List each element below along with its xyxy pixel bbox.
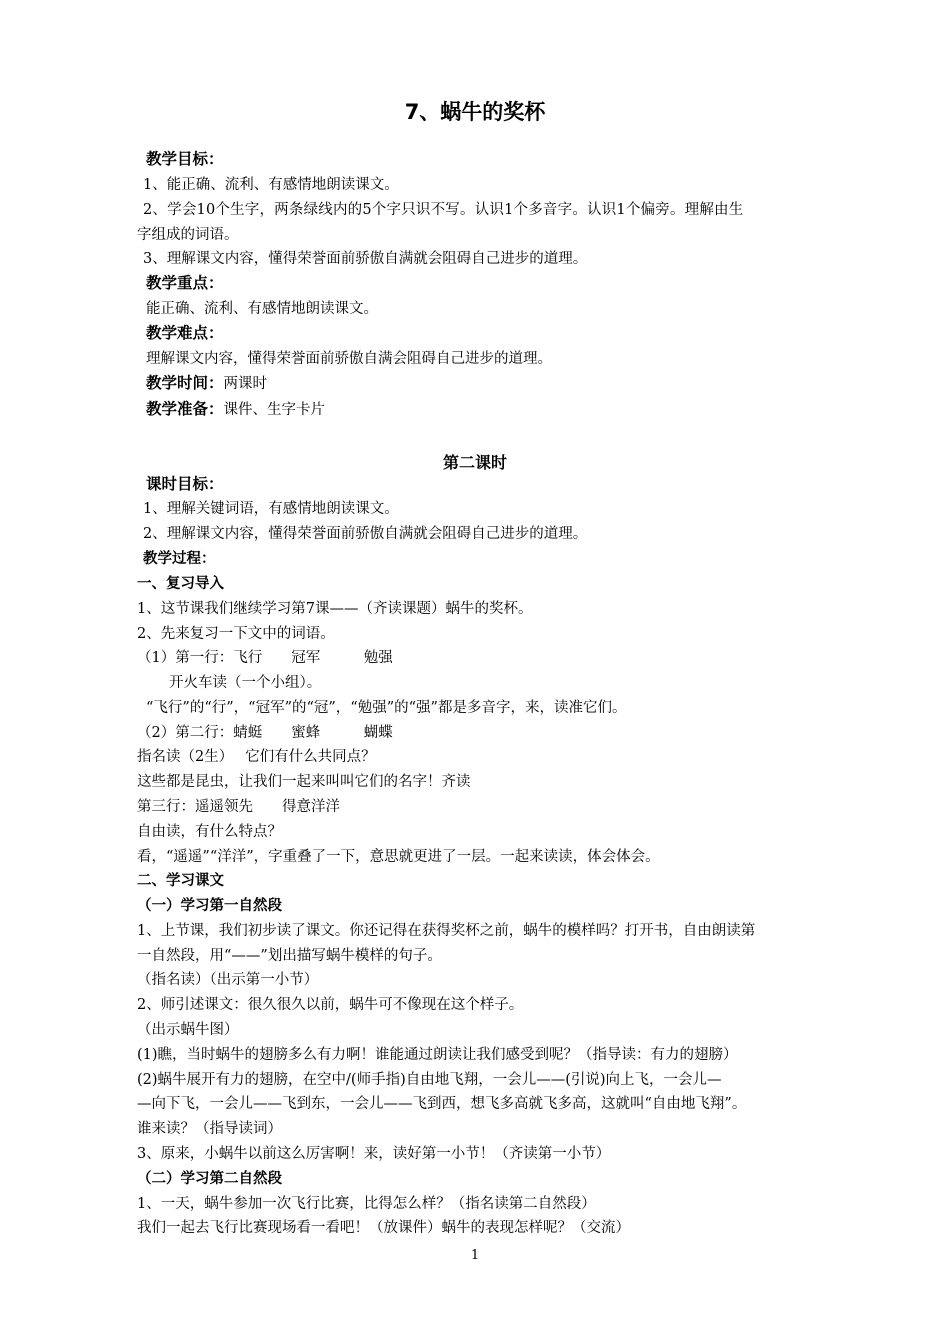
text-line: 3、理解课文内容，懂得荣誉面前骄傲自满就会阻碍自己进步的道理。	[143, 251, 588, 267]
heading-difficulties: 教学难点：	[146, 324, 224, 342]
text-line: 理解课文内容，懂得荣誉面前骄傲自满会阻碍自己进步的道理。	[146, 351, 552, 367]
text-line: —向下飞，一会儿——飞到东，一会儿——飞到西，想飞多高就飞多高，这就叫“自由地飞翔”。	[137, 1096, 747, 1112]
teaching-time-value: 两课时	[223, 376, 268, 392]
text-line: 指名读（2生） 它们有什么共同点？	[137, 749, 376, 765]
text-line: 开火车读（一个小组）。	[169, 675, 322, 691]
text-line: 看，“遥遥”“洋洋”，字重叠了一下，意思就更进了一层。一起来读读，体会体会。	[137, 849, 660, 865]
text-line: （出示蜗牛图）	[137, 1022, 239, 1038]
section-heading: （一）学习第一自然段	[137, 898, 282, 914]
heading-teaching-goals: 教学目标：	[146, 150, 224, 168]
heading-process: 教学过程：	[143, 551, 216, 567]
heading-teaching-prep: 教学准备：	[146, 400, 224, 418]
heading-teaching-time: 教学时间：	[146, 374, 224, 392]
text-line: 谁来读？（指导读词）	[137, 1121, 282, 1137]
heading-lesson-goals: 课时目标：	[146, 475, 224, 493]
text-line: （1）第一行：飞行 冠军 勉强	[137, 650, 393, 666]
text-line: 2、学会10个生字，两条绿线内的5个字只识不写。认识1个多音字。认识1个偏旁。理解由生	[143, 202, 744, 218]
text-line: 1、上节课，我们初步读了课文。你还记得在获得奖杯之前，蜗牛的模样吗？打开书，自由朗读第	[137, 923, 756, 939]
section-subtitle: 第二课时	[442, 453, 507, 472]
text-line: 1、一天，蜗牛参加一次飞行比赛，比得怎么样？（指名读第二自然段）	[137, 1196, 596, 1212]
teaching-time-line	[146, 373, 267, 394]
text-line: 自由读，有什么特点？	[137, 824, 282, 840]
text-line: （指名读）（出示第一小节）	[137, 972, 319, 988]
page-number: 1	[470, 1248, 480, 1263]
text-line: 2、理解课文内容，懂得荣誉面前骄傲自满就会阻碍自己进步的道理。	[143, 526, 588, 542]
text-line: 能正确、流利、有感情地朗读课文。	[146, 301, 378, 317]
heading-key-points: 教学重点：	[146, 274, 224, 292]
text-line: “飞行”的“行”，“冠军”的“冠”，“勉强”的“强”都是多音字，来，读准它们。	[146, 700, 627, 716]
text-line: (1)瞧，当时蜗牛的翅膀多么有力啊！谁能通过朗读让我们感受到呢？（指导读：有力的翅膀）	[137, 1047, 738, 1063]
text-line: 1、理解关键词语，有感情地朗读课文。	[143, 501, 399, 517]
text-line: 1、能正确、流利、有感情地朗读课文。	[143, 177, 399, 193]
text-line: 第三行：遥遥领先 得意洋洋	[137, 799, 340, 815]
section-heading: 二、学习课文	[137, 873, 224, 889]
text-line: 2、先来复习一下文中的词语。	[137, 626, 335, 642]
text-line: 1、这节课我们继续学习第7课——（齐读课题）蜗牛的奖杯。	[137, 601, 533, 617]
section-heading: 一、复习导入	[137, 576, 224, 592]
text-line: 这些都是昆虫，让我们一起来叫叫它们的名字！齐读	[137, 774, 471, 790]
section-heading: （二）学习第二自然段	[137, 1171, 282, 1187]
text-line: 一自然段，用“——”划出描写蜗牛模样的句子。	[137, 948, 442, 964]
document-title: 7、蜗牛的奖杯	[404, 100, 546, 124]
text-line: 我们一起去飞行比赛现场看一看吧！（放课件）蜗牛的表现怎样呢？（交流）	[137, 1220, 630, 1236]
teaching-prep-line	[146, 399, 325, 420]
text-line: (2)蜗牛展开有力的翅膀，在空中/(师手指)自由地飞翔，一会儿——(引说)向上飞，一会儿—	[137, 1072, 722, 1088]
text-line: （2）第二行：蜻蜓 蜜蜂 蝴蝶	[137, 725, 393, 741]
teaching-prep-value: 课件、生字卡片	[223, 402, 326, 418]
text-line: 3、原来，小蜗牛以前这么厉害啊！来，读好第一小节！（齐读第一小节）	[137, 1146, 611, 1162]
text-line: 字组成的词语。	[137, 227, 239, 243]
text-line: 2、师引述课文：很久很久以前，蜗牛可不像现在这个样子。	[137, 997, 524, 1013]
